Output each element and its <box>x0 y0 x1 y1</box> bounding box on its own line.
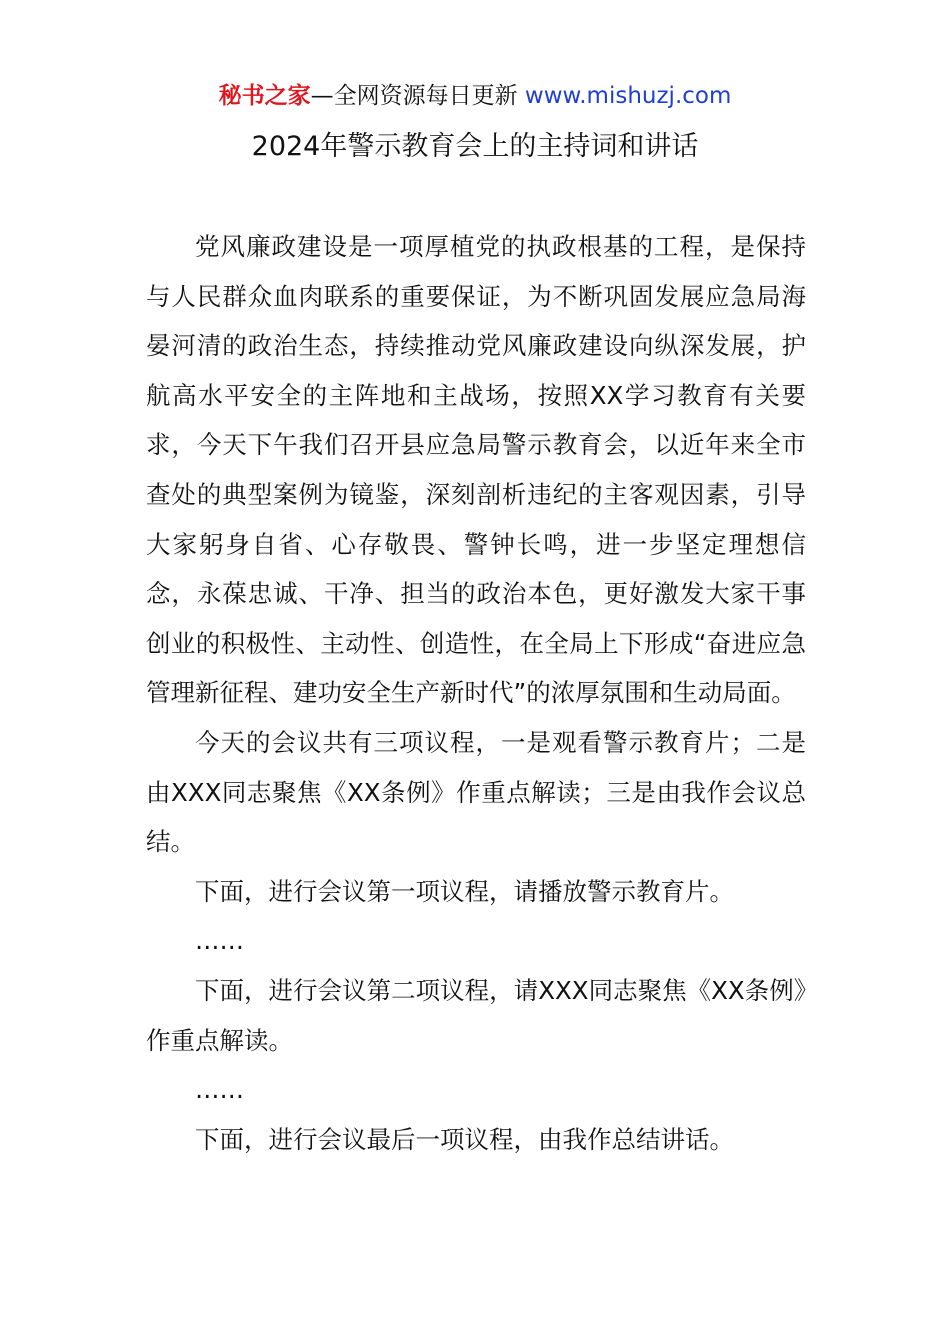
document-title: 2024年警示教育会上的主持词和讲话 <box>251 131 699 162</box>
paragraph-ellipsis-two: …… <box>195 1075 244 1105</box>
paragraph-intro: 党风廉政建设是一项厚植党的执政根基的工程，是保持与人民群众血肉联系的重要保证，为不断巩固发展应急局海晏河清的政治生态，持续推动党风廉政建设向纵深发展，护航高水平安全的主阵地和主战场，按照XX学习教育有关要求，今天下午我们召开县应急局警示教育会，以近年来全市查处的典型案例为镜鉴，深刻剖析违纪的主客观因素，引导大家躬身自省、心存敬畏、警钟长鸣，进一步坚定理想信念，永葆忠诚、干净、担当的政治本色，更好激发大家干事创业的积极性、主动性、创造性，在全局上下形成“奋进应急管理新征程、建功安全生产新时代”的浓厚氛围和生动局面。 <box>146 232 806 708</box>
paragraph-item-three: 下面，进行会议最后一项议程，由我作总结讲话。 <box>195 1124 734 1154</box>
document-body <box>146 222 806 1164</box>
paragraph-item-two: 下面，进行会议第二项议程，请XXX同志聚焦《XX条例》作重点解读。 <box>146 975 806 1055</box>
site-header <box>0 78 950 114</box>
paragraph-ellipsis-one: …… <box>195 926 244 956</box>
site-url[interactable]: www.mishuzj.com <box>524 83 732 109</box>
site-brand: 秘书之家 <box>218 83 311 109</box>
site-tagline: —全网资源每日更新 <box>310 83 518 109</box>
paragraph-item-one: 下面，进行会议第一项议程，请播放警示教育片。 <box>195 876 734 906</box>
paragraph-agenda: 今天的会议共有三项议程，一是观看警示教育片；二是由XXX同志聚焦《XX条例》作重点解读；三是由我作会议总结。 <box>146 727 806 857</box>
